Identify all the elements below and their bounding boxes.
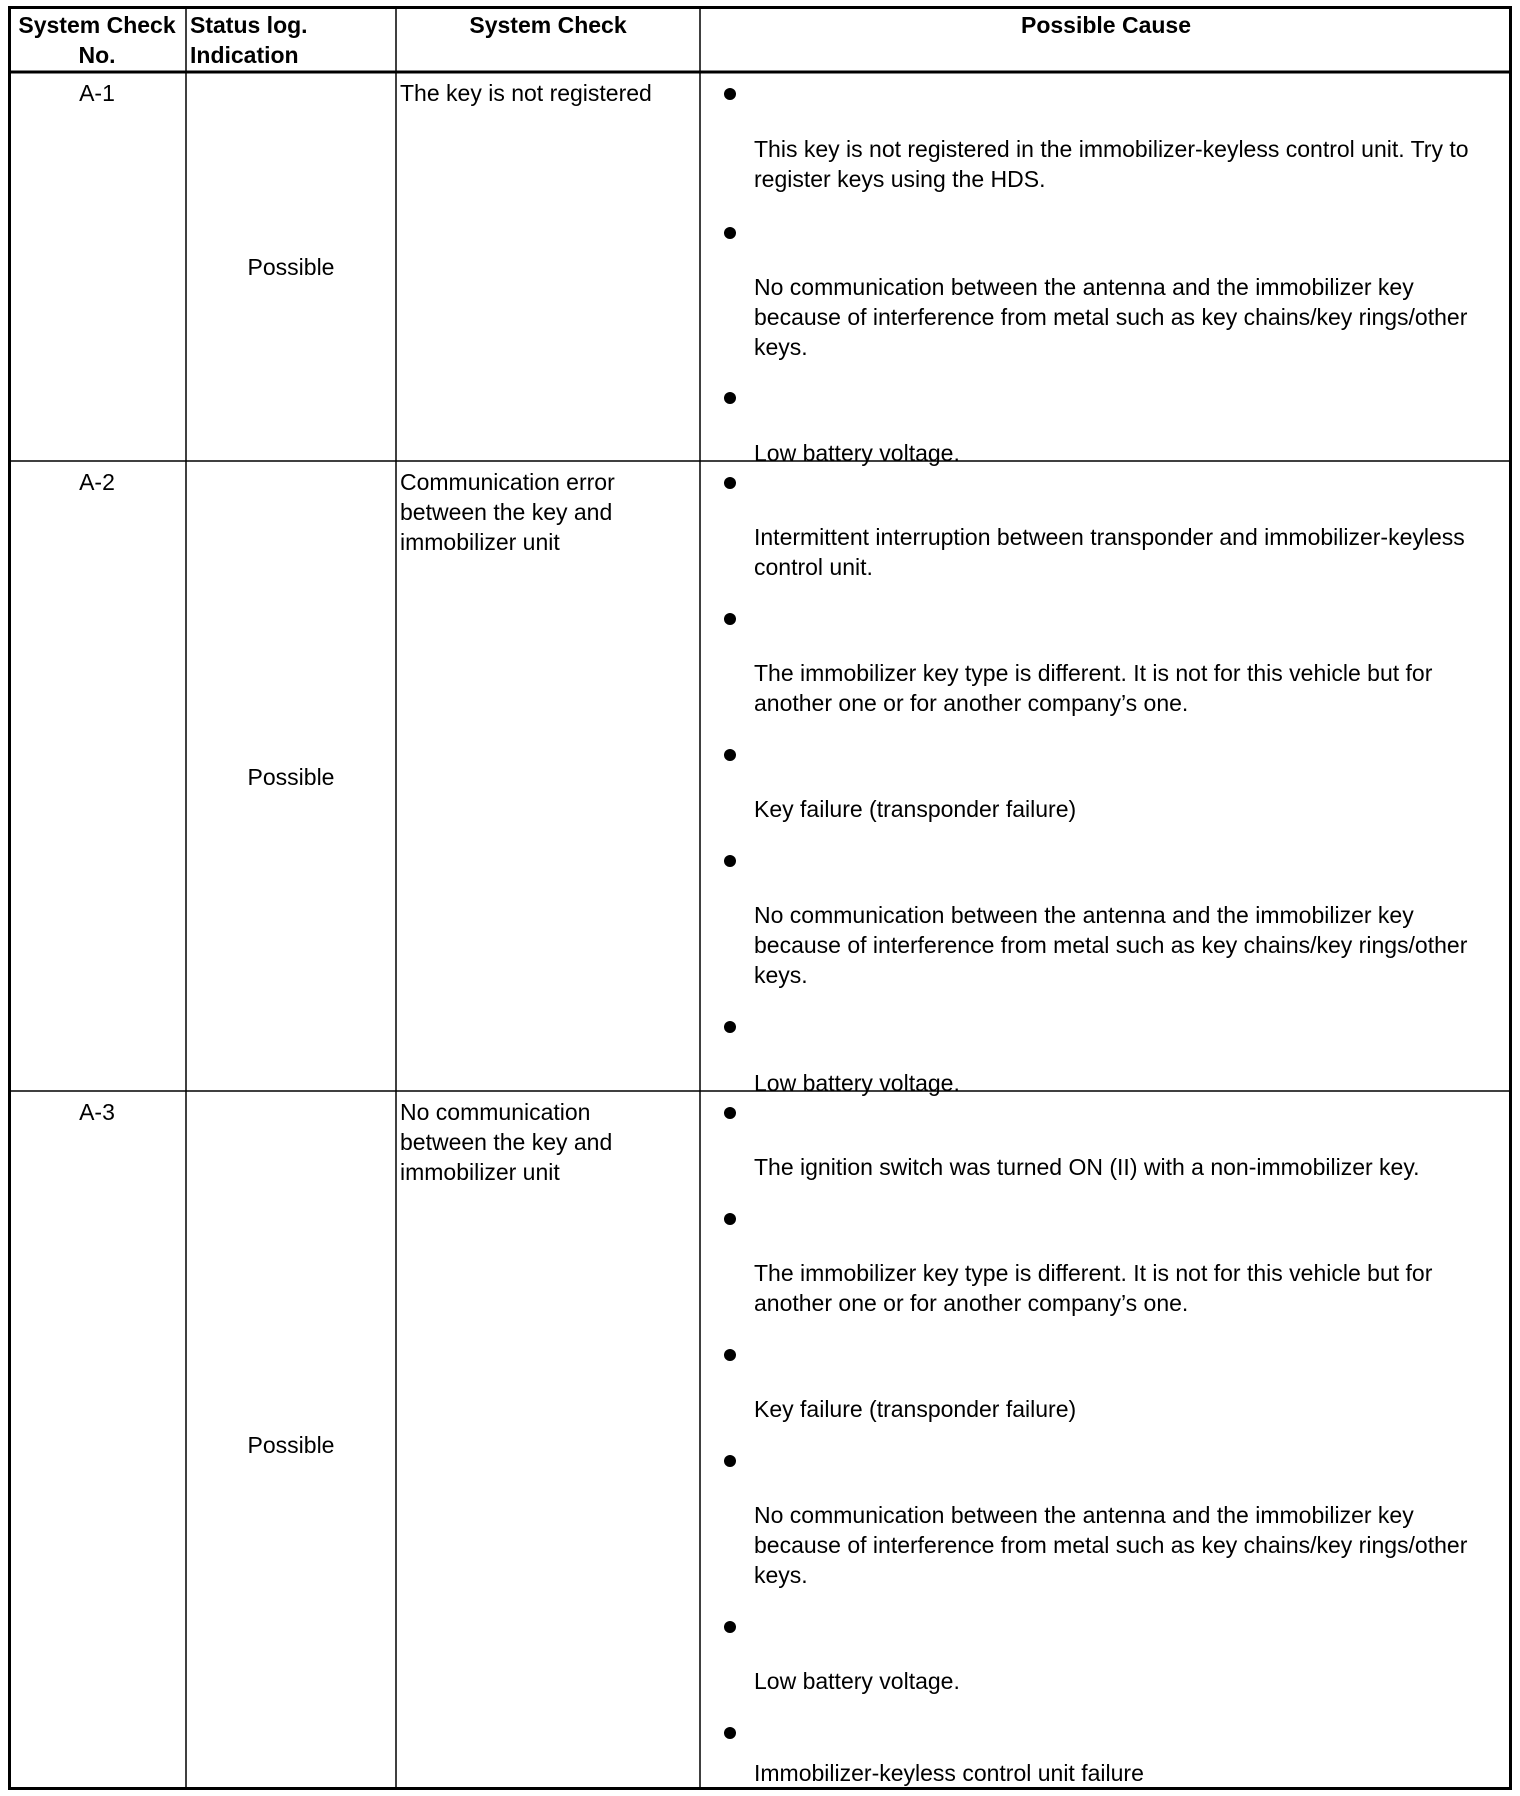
bullet-icon (724, 1621, 736, 1633)
row-a3-cause-1: The ignition switch was turned ON (II) with a non-immobilizer key. (754, 1154, 1420, 1180)
bullet-icon (724, 749, 736, 761)
bullet-icon (724, 1349, 736, 1361)
row-a2-cause-5: Low battery voltage. (754, 1070, 960, 1096)
row-a2-cause-3: Key failure (transponder failure) (754, 796, 1077, 822)
bullet-icon (724, 477, 736, 489)
row-a3-cause-5: Low battery voltage. (754, 1668, 960, 1694)
row-a1-cause-3: Low battery voltage. (754, 440, 960, 466)
bullet-icon (724, 1021, 736, 1033)
header-system-check-no: System Check No. (18, 12, 176, 68)
bullet-icon (724, 1213, 736, 1225)
row-a1-status: Possible (247, 254, 335, 280)
system-check-table (8, 6, 1512, 1790)
row-a3-cause-4: No communication between the antenna and the immobilizer key because of interference from metal such as key chains/key rings/other keys. (754, 1502, 1468, 1588)
row-a1-cause-1: This key is not registered in the immobilizer-keyless control unit. Try to register keys using the HDS. (754, 136, 1469, 192)
row-a3-status: Possible (247, 1432, 335, 1458)
header-status-log-indication: Status log. Indication (190, 12, 308, 68)
row-a2-cause-4: No communication between the antenna and the immobilizer key because of interference from metal such as key chains/key rings/other keys. (754, 902, 1468, 988)
row-a3-cause-2: The immobilizer key type is different. It is not for this vehicle but for another one or for another company’s one. (754, 1260, 1433, 1316)
bullet-icon (724, 88, 736, 100)
row-a1-no: A-1 (79, 80, 115, 106)
bullet-icon (724, 1455, 736, 1467)
row-a3-cause-6: Immobilizer-keyless control unit failure (754, 1760, 1144, 1786)
header-system-check: System Check (469, 12, 627, 38)
row-a3-cause-3: Key failure (transponder failure) (754, 1396, 1077, 1422)
row-a1-check: The key is not registered (400, 80, 652, 106)
bullet-icon (724, 613, 736, 625)
bullet-icon (724, 1107, 736, 1119)
row-a2-cause-2: The immobilizer key type is different. It is not for this vehicle but for another one or for another company’s one. (754, 660, 1433, 716)
bullet-icon (724, 855, 736, 867)
row-a2-cause-1: Intermittent interruption between transponder and immobilizer-keyless control unit. (754, 524, 1465, 580)
bullet-icon (724, 227, 736, 239)
row-a2-check: Communication error between the key and immobilizer unit (400, 469, 615, 555)
row-a2-no: A-2 (79, 469, 115, 495)
row-a2-status: Possible (247, 764, 335, 790)
bullet-icon (724, 1727, 736, 1739)
row-a3-check: No communication between the key and immobilizer unit (400, 1099, 613, 1185)
row-a3-no: A-3 (79, 1099, 115, 1125)
bullet-icon (724, 392, 736, 404)
row-a1-cause-2: No communication between the antenna and the immobilizer key because of interference from metal such as key chains/key rings/other keys. (754, 274, 1468, 360)
header-possible-cause: Possible Cause (1020, 12, 1192, 38)
